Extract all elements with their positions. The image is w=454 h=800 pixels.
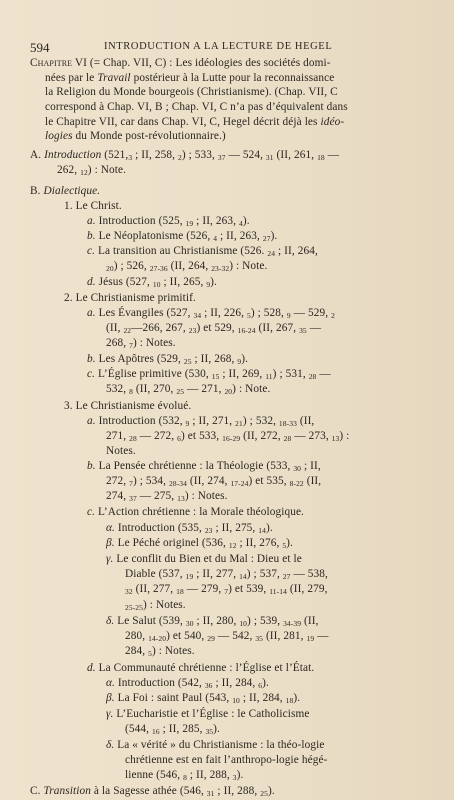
text-line: 284, $_5$) : Notes. [125, 645, 195, 658]
text-line: 274, $_{37}$ — 275, $_{13}$) : Notes. [106, 490, 228, 503]
text-line: 532, $_8$ (II, 270, $_{25}$ — 271, $_{20}$) : Note. [106, 383, 271, 396]
page-number: 594 [30, 40, 50, 55]
text-line: lienne (546, $_8$ ; II, 288, $_3$). [125, 769, 244, 782]
text-line: b. La Pensée chrétienne : la Théologie (533, $_{30}$ ; II, [87, 460, 321, 473]
text-line: α. Introduction (542, $_{36}$ ; II, 284, $_6$). [106, 677, 269, 690]
text-line: nées par le Travail postérieur à la Lutte pour la reconnaissance [45, 72, 335, 84]
text-line: chrétienne est en fait l’anthropo-logie hégé- [125, 754, 328, 766]
text-line: (II, $_{22}$—266, 267, $_{23}$) et 529, $_{16-24}$ (II, 267, $_{35}$ — [106, 322, 322, 335]
text-line: γ. Le conflit du Bien et du Mal : Dieu et le [106, 553, 302, 565]
text-line: 2. Le Christianisme primitif. [64, 292, 196, 304]
text-line: Chapitre VI (= Chap. VII, C) : Les idéologies des sociétés domi- [30, 57, 331, 69]
text-line: le Chapitre VII, car dans Chap. VI, C, Hegel décrit déjà les idéo- [45, 116, 345, 128]
text-line: a. Introduction (525, $_{19}$ ; II, 263, $_4$). [87, 215, 250, 228]
text-line: 262, $_{12}$) : Note. [57, 164, 127, 177]
text-line: 271, $_{28}$ — 272, $_6$) et 533, $_{16-29}$ (II, 272, $_{28}$ — 273, $_{13}$) : [106, 430, 350, 443]
text-line: c. L’Action chrétienne : la Morale théologique. [87, 506, 304, 518]
text-line: A. Introduction ($521,_3$ ; II, 258, $_2$) ; 533, $_{37}$ — 524, $_{31}$ (II, 261, $_{18}$ — [30, 149, 340, 162]
text-line: 272, $_7$) ; 534, $_{28-34}$ (II, 274, $_{17-24}$) et 535, $_{8-22}$ (II, [106, 475, 322, 488]
text-line: c. L’Église primitive (530, $_{15}$ ; II, 269, $_{11}$) ; 531, $_{28}$ — [87, 368, 331, 381]
running-title: INTRODUCTION A LA LECTURE DE HEGEL [104, 41, 333, 52]
text-line: $_{32}$ (II, 277, $_{18}$ — 279, $_7$) et 539, $_{11-14}$ (II, 279, [125, 583, 328, 596]
text-line: a. Les Évangiles (527, $_{34}$ ; II, 226, $_5$) ; 528, $_9$ — 529, $_2$ [87, 307, 335, 320]
text-line: (544, $_{16}$ ; II, 285, $_{35}$). [125, 723, 220, 736]
text-line: d. La Communauté chrétienne : l’Église et l’État. [87, 662, 315, 674]
text-line: d. Jésus (527, $_{10}$ ; II, 265, $_9$). [87, 276, 217, 289]
text-line: b. Les Apôtres (529, $_{25}$ ; II, 268, $_9$). [87, 353, 248, 366]
text-line: γ. L’Eucharistie et l’Église : le Catholicisme [106, 708, 310, 720]
text-line: β. La Foi : saint Paul (543, $_{10}$ ; II, 284, $_{18}$). [106, 692, 301, 705]
text-line: logies du Monde post-révolutionnaire.) [45, 130, 226, 142]
text-line: c. La transition au Christianisme (526. $_{24}$ ; II, 264, [87, 245, 318, 258]
text-line: a. Introduction (532, $_9$ ; II, 271, $_{21}$) ; 532, $_{18-33}$ (II, [87, 415, 315, 428]
text-line: 3. Le Christianisme évolué. [64, 400, 192, 412]
text-line: B. Dialectique. [30, 185, 101, 197]
text-line: Diable (537, $_{19}$ ; II, 277, $_{14}$) ; 537, $_{27}$ — 538, [125, 568, 328, 581]
text-line: C. Transition à la Sagesse athée (546, $_{31}$ ; II, 288, $_{25}$). [30, 785, 275, 798]
text-line: δ. Le Salut (539, $_{30}$ ; II, 280, $_{10}$) ; 539, $_{34-39}$ (II, [106, 615, 319, 628]
text-line: $_{25-25}$) : Notes. [125, 599, 186, 612]
text-line: β. Le Péché originel (536, $_{12}$ ; II, 276, $_5$). [106, 537, 293, 550]
text-line: $_{20}$) ; 526, $_{27-36}$ (II, 264, $_{23-32}$) : Note. [106, 260, 268, 273]
text-line: correspond à Chap. VI, B ; Chap. VI, C n’a pas d’équivalent dans [45, 101, 348, 113]
text-line: 280, $_{14-20}$) et 540, $_{29}$ — 542, $_{35}$ (II, 281, $_{19}$ — [125, 630, 329, 643]
text-line: la Religion du Monde bourgeois (Christianisme). (Chap. VII, C [45, 86, 338, 98]
text-line: b. Le Néoplatonisme (526, $_4$ ; II, 263, $_{27}$). [87, 230, 278, 243]
text-line: Notes. [106, 445, 136, 457]
text-line: δ. La « vérité » du Christianisme : la théo-logie [106, 739, 325, 751]
text-line: 268, $_7$) : Notes. [106, 337, 176, 350]
text-line: α. Introduction (535, $_{23}$ ; II, 275, $_{14}$). [106, 522, 273, 535]
text-line: 1. Le Christ. [64, 200, 122, 212]
